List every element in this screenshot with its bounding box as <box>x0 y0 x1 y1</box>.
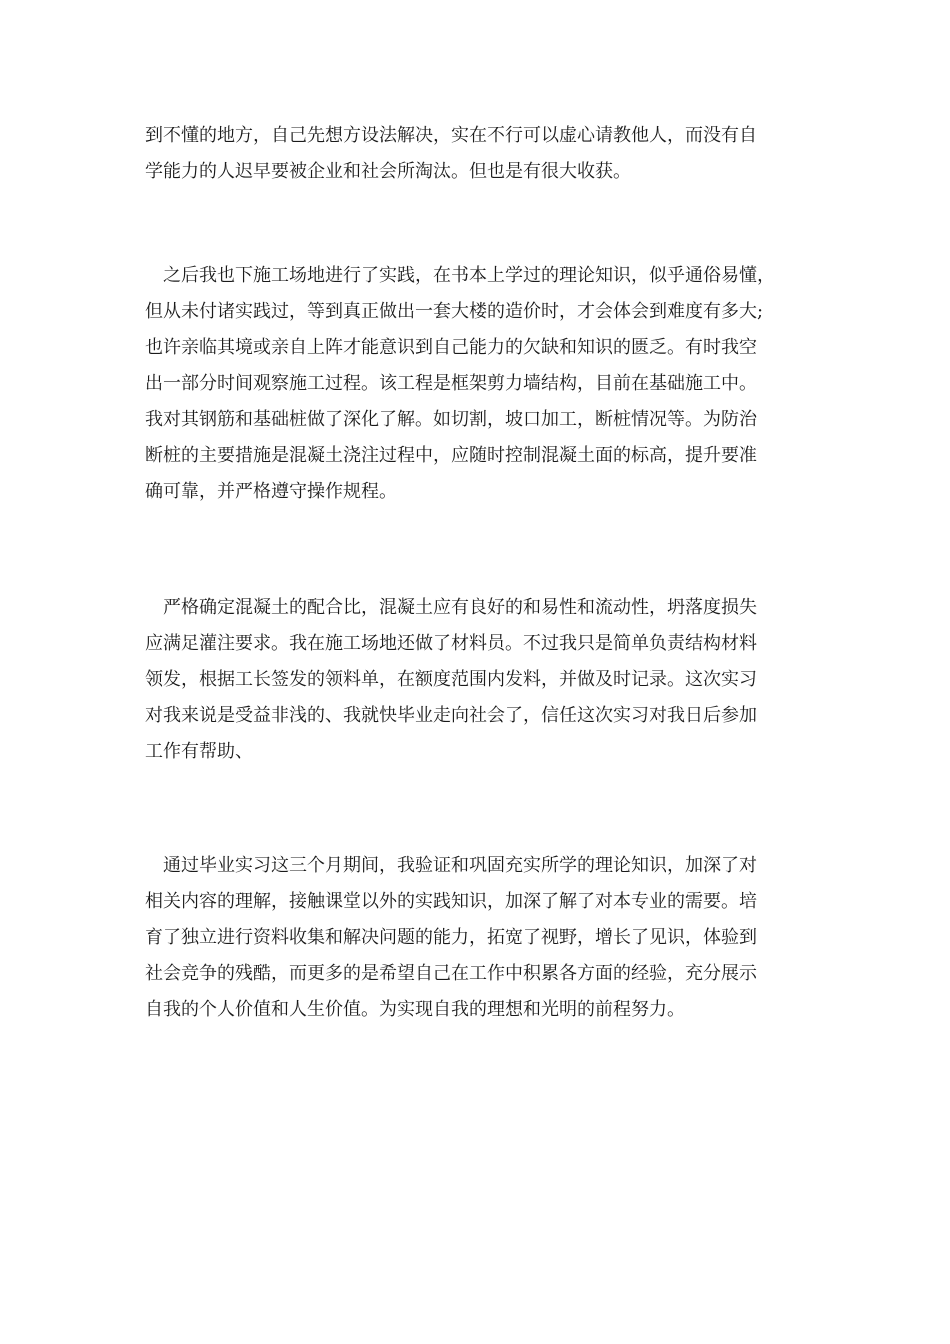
paragraph-line: 确可靠，并严格遵守操作规程。 <box>145 481 397 502</box>
paragraph-line: 之后我也下施工场地进行了实践，在书本上学过的理论知识，似乎通俗易懂， <box>145 265 775 286</box>
paragraph-line: 自我的个人价值和人生价值。为实现自我的理想和光明的前程努力。 <box>145 999 685 1020</box>
paragraph-line: 我对其钢筋和基础桩做了深化了解。如切割，坡口加工，断桩情况等。为防治 <box>145 409 757 430</box>
paragraph-line: 到不懂的地方，自己先想方设法解决，实在不行可以虚心请教他人，而没有自 <box>145 125 757 146</box>
paragraph-line: 出一部分时间观察施工过程。该工程是框架剪力墙结构，目前在基础施工中。 <box>145 373 757 394</box>
paragraph-line: 学能力的人迟早要被企业和社会所淘汰。但也是有很大收获。 <box>145 161 631 182</box>
paragraph-1 <box>145 118 835 190</box>
paragraph-line: 也许亲临其境或亲自上阵才能意识到自己能力的欠缺和知识的匮乏。有时我空 <box>145 337 757 358</box>
paragraph-line: 育了独立进行资料收集和解决问题的能力，拓宽了视野，增长了见识，体验到 <box>145 927 757 948</box>
paragraph-4 <box>145 848 835 1028</box>
paragraph-line: 对我来说是受益非浅的、我就快毕业走向社会了，信任这次实习对我日后参加 <box>145 705 757 726</box>
paragraph-line: 领发，根据工长签发的领料单，在额度范围内发料，并做及时记录。这次实习 <box>145 669 757 690</box>
paragraph-line: 但从未付诸实践过，等到真正做出一套大楼的造价时，才会体会到难度有多大; <box>145 301 764 322</box>
paragraph-line: 应满足灌注要求。我在施工场地还做了材料员。不过我只是简单负责结构材料 <box>145 633 757 654</box>
paragraph-line: 通过毕业实习这三个月期间，我验证和巩固充实所学的理论知识，加深了对 <box>145 855 757 876</box>
paragraph-line: 严格确定混凝土的配合比，混凝土应有良好的和易性和流动性，坍落度损失 <box>145 597 757 618</box>
paragraph-line: 工作有帮助、 <box>145 741 253 762</box>
paragraph-3 <box>145 590 835 770</box>
paragraph-line: 相关内容的理解，接触课堂以外的实践知识，加深了解了对本专业的需要。培 <box>145 891 757 912</box>
paragraph-line: 社会竞争的残酷，而更多的是希望自己在工作中积累各方面的经验，充分展示 <box>145 963 757 984</box>
paragraph-line: 断桩的主要措施是混凝土浇注过程中，应随时控制混凝土面的标高，提升要准 <box>145 445 757 466</box>
paragraph-2 <box>145 258 835 510</box>
